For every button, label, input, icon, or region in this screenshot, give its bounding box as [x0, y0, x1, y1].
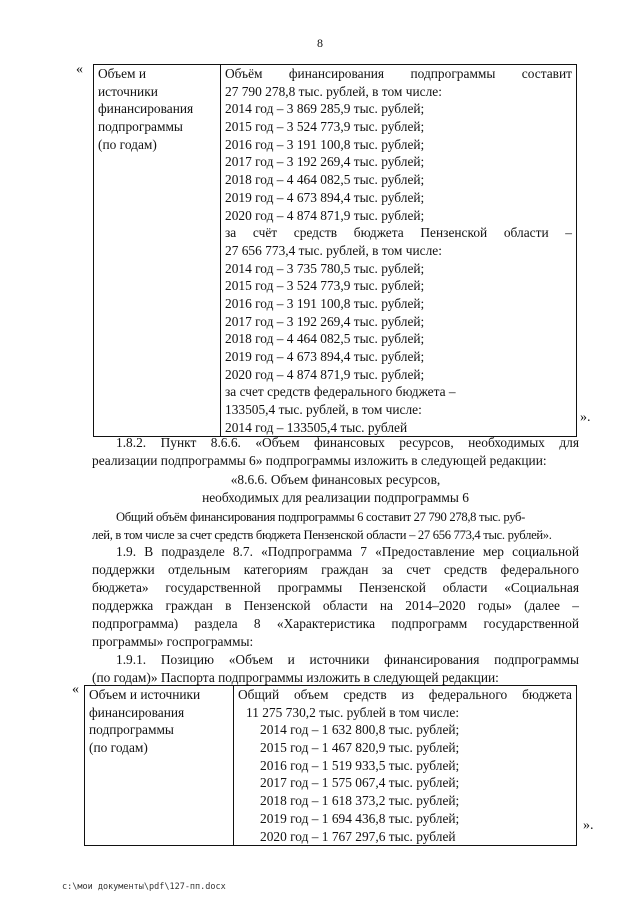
file-path-footer: c:\мои документы\pdf\127-пп.docx — [62, 882, 226, 892]
table1-left-line: финансирования — [98, 101, 194, 117]
heading-line: «8.6.6. Объем финансовых ресурсов, — [230, 472, 441, 487]
table1-right-line: 2014 год – 3 735 780,5 тыс. рублей; — [225, 260, 425, 276]
paragraph-line: (по годам)» Паспорта подпрограммы изложить в следующей редакции: — [92, 670, 499, 685]
closing-quote-2: ». — [583, 818, 594, 833]
paragraph-line: 1.9.1. Позицию «Объем и источники финансирования подпрограммы — [116, 652, 579, 667]
paragraph-line: 1.8.2. Пункт 8.6.6. «Объем финансовых ресурсов, необходимых для — [116, 435, 579, 450]
table1-right-line: 2018 год – 4 464 082,5 тыс. рублей; — [225, 172, 425, 188]
table1-right-line: 2018 год – 4 464 082,5 тыс. рублей; — [225, 331, 425, 347]
opening-quote-2: « — [72, 682, 79, 697]
table2-right-line: 2020 год – 1 767 297,6 тыс. рублей — [260, 828, 456, 844]
table2-left-line: финансирования — [89, 704, 185, 720]
table2-right-line: 2019 год – 1 694 436,8 тыс. рублей; — [260, 810, 460, 826]
paragraph-line: Общий объём финансирования подпрограммы 6 составит 27 790 278,8 тыс. руб- — [116, 510, 526, 524]
paragraph-line: бюджета» государственной программы Пензенской области «Социальная — [92, 580, 579, 595]
paragraph-line: 1.9. В подразделе 8.7. «Подпрограмма 7 «Предоставление мер социальной — [116, 544, 579, 559]
table1-right-line: 2014 год – 3 869 285,9 тыс. рублей; — [225, 101, 425, 117]
table1-right-line: 2017 год – 3 192 269,4 тыс. рублей; — [225, 154, 425, 170]
table1-right-line: 2016 год – 3 191 100,8 тыс. рублей; — [225, 136, 425, 152]
paragraph-line: подпрограмма) раздела 8 «Характеристика подпрограмм государственной — [92, 616, 579, 631]
table1-right-line: за счет средств федерального бюджета – — [225, 384, 456, 400]
paragraph-1-9 — [92, 543, 579, 651]
table2-right-line: Общий объем средств из федерального бюджета — [238, 687, 572, 702]
paragraph-line: поддержка граждан в Пензенской области на 2014–2020 годы» (далее – — [92, 598, 579, 613]
table1-right-line: за счёт средств бюджета Пензенской области – — [225, 225, 572, 241]
financing-table-1 — [93, 64, 577, 437]
table2-right-line: 2015 год – 1 467 820,9 тыс. рублей; — [260, 740, 460, 756]
paragraph-line: поддержки отдельным категориям граждан за счет средств федерального — [92, 562, 579, 577]
table1-right-line: 27 656 773,4 тыс. рублей, в том числе: — [225, 242, 442, 258]
table2-right-line: 2018 год – 1 618 373,2 тыс. рублей; — [260, 793, 460, 809]
table1-right-line: 2015 год – 3 524 773,9 тыс. рублей; — [225, 278, 425, 294]
table1-right-line: 133505,4 тыс. рублей, в том числе: — [225, 402, 422, 418]
table2-right-line: 2016 год – 1 519 933,5 тыс. рублей; — [260, 757, 460, 773]
page-number: 8 — [317, 36, 323, 50]
table2-left-line: подпрограммы — [89, 722, 174, 738]
table1-left-line: источники — [98, 83, 158, 99]
table1-right-line: 27 790 278,8 тыс. рублей, в том числе: — [225, 83, 442, 99]
paragraph-line: лей, в том числе за счет средств бюджета Пензенской области – 27 656 773,4 тыс. рублей». — [92, 528, 552, 542]
heading-line: необходимых для реализации подпрограммы 6 — [202, 490, 469, 505]
table1-left-line: (по годам) — [98, 136, 157, 152]
table1-right-line: 2020 год – 4 874 871,9 тыс. рублей; — [225, 366, 425, 382]
table1-left-line: Объем и — [98, 66, 147, 81]
table1-right-line: 2016 год – 3 191 100,8 тыс. рублей; — [225, 295, 425, 311]
table1-right-line: 2019 год – 4 673 894,4 тыс. рублей; — [225, 189, 425, 205]
paragraph-line: реализации подпрограммы 6» подпрограммы изложить в следующей редакции: — [92, 453, 547, 468]
table2-left-line: Объем и источники — [89, 687, 201, 702]
table1-left-cell — [94, 65, 221, 437]
opening-quote-1: « — [76, 62, 83, 77]
heading-8-6-6 — [92, 471, 579, 507]
table2-right-line: 11 275 730,2 тыс. рублей в том числе: — [246, 704, 460, 720]
table1-right-cell — [221, 65, 577, 437]
financing-table-2 — [84, 685, 577, 846]
table1-right-line: 2019 год – 4 673 894,4 тыс. рублей; — [225, 349, 425, 364]
table1-right-line: Объём финансирования подпрограммы составит — [225, 66, 572, 81]
table1-right-line: 2017 год – 3 192 269,4 тыс. рублей; — [225, 313, 425, 329]
table1-left-line: подпрограммы — [98, 119, 183, 135]
paragraph-line: программы» госпрограммы: — [92, 634, 254, 649]
paragraph-total-financing — [92, 508, 579, 544]
table2-right-cell — [234, 686, 577, 846]
table2-right-line: 2017 год – 1 575 067,4 тыс. рублей; — [260, 775, 460, 791]
table1-right-line: 2020 год – 4 874 871,9 тыс. рублей; — [225, 207, 425, 223]
closing-quote-1: ». — [580, 410, 591, 425]
paragraph-1-8-2 — [92, 434, 579, 470]
table2-left-line: (по годам) — [89, 740, 148, 756]
table2-left-cell — [85, 686, 234, 846]
table1-right-line: 2014 год – 133505,4 тыс. рублей — [225, 419, 408, 435]
paragraph-1-9-1 — [92, 651, 579, 687]
table2-right-line: 2014 год – 1 632 800,8 тыс. рублей; — [260, 722, 460, 738]
table1-right-line: 2015 год – 3 524 773,9 тыс. рублей; — [225, 119, 425, 135]
